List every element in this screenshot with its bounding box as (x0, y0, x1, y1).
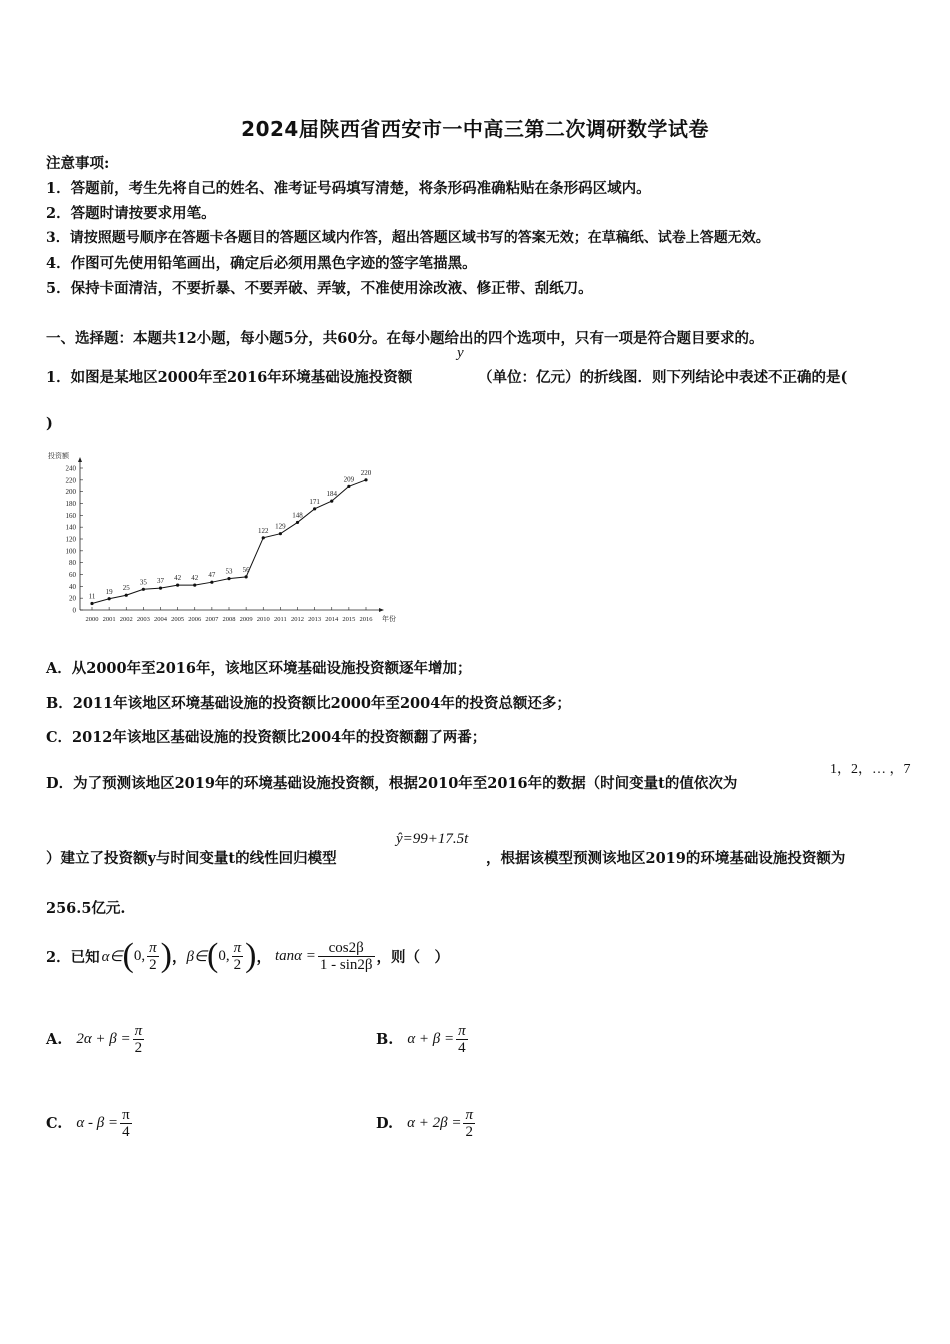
x-tick-label: 2012 (291, 616, 304, 623)
chart-xlabel: 年份 (382, 615, 396, 623)
q1-option-d-cont: ）建立了投资额y与时间变量t的线性回归模型 (46, 850, 337, 867)
y-axis-arrow-icon (78, 457, 82, 462)
q1-regression-model (396, 831, 468, 848)
data-point (245, 575, 248, 578)
q2-stem (46, 930, 449, 982)
q1-stem: 1．如图是某地区2000年至2016年环境基础设施投资额 (46, 369, 413, 386)
q1-var-y: y (457, 345, 464, 361)
data-label: 129 (275, 522, 286, 531)
notice-item: 5．保持卡面清洁，不要折暴、不要弄破、弄皱，不准使用涂改液、修正带、刮纸刀。 (46, 280, 593, 297)
x-tick-label: 2003 (136, 616, 150, 623)
data-label: 53 (225, 567, 233, 576)
y-tick-label: 200 (65, 488, 76, 497)
q1-stem-cont: （单位：亿元）的折线图．则下列结论中表述不正确的是( (478, 369, 848, 386)
x-tick-label: 2004 (154, 616, 167, 623)
y-tick-label: 40 (69, 582, 76, 591)
interval-zero: 0, (218, 947, 230, 964)
data-label: 122 (258, 526, 269, 535)
data-point (90, 602, 93, 605)
x-tick-label: 2006 (188, 616, 202, 623)
q1-option-a: A．从2000年至2016年，该地区环境基础设施投资额逐年增加； (46, 660, 472, 677)
q2-option-c (46, 1100, 134, 1146)
option-label: B. (376, 1030, 394, 1048)
notice-item: 4．作图可先使用铅笔画出，确定后必须用黑色字迹的签字笔描黑。 (46, 255, 477, 272)
y-tick-label: 180 (65, 500, 76, 508)
data-label: 11 (88, 592, 96, 601)
comma: ， (171, 948, 187, 966)
x-tick-label: 2001 (102, 616, 116, 623)
data-label: 37 (157, 577, 164, 586)
option-lhs: 2α + β = (76, 1030, 131, 1047)
notice-heading: 注意事项: (46, 155, 110, 172)
data-point (159, 587, 162, 590)
data-point (193, 584, 196, 587)
data-point (313, 507, 316, 510)
option-label: D. (376, 1114, 394, 1132)
x-tick-label: 2014 (325, 616, 339, 623)
data-label: 42 (191, 574, 199, 583)
data-label: 25 (122, 584, 130, 593)
option-fraction: $\frac{\pi}{4}$ (122, 1106, 130, 1140)
data-point (108, 597, 111, 600)
y-tick-label: 100 (65, 547, 76, 556)
x-tick-label: 2000 (85, 616, 99, 623)
option-label: A. (46, 1030, 63, 1048)
data-label: 56 (242, 565, 250, 574)
q1-time-sequence: 1，2，… ，7 (830, 762, 911, 777)
data-point (279, 532, 282, 535)
x-tick-label: 2008 (222, 616, 236, 623)
y-tick-label: 220 (65, 476, 76, 485)
data-label: 220 (360, 468, 372, 477)
q1-option-b: B．2011年该地区环境基础设施的投资额比2000年至2004年的投资总额还多； (46, 695, 571, 712)
data-label: 47 (208, 571, 216, 580)
y-tick-label: 60 (69, 571, 76, 579)
section-heading: 一、选择题：本题共12小题，每小题5分，共60分。在每小题给出的四个选项中，只有一项是符合题目要求的。 (46, 330, 764, 347)
x-tick-label: 2009 (239, 616, 253, 623)
x-tick-label: 2011 (273, 616, 287, 623)
notice-item: 2．答题时请按要求用笔。 (46, 205, 216, 222)
notice-item: 3．请按照题号顺序在答题卡各题目的答题区域内作答，超出答题区域书写的答案无效；在草稿纸、试卷上答题无效。 (46, 230, 770, 246)
comma: ， (256, 948, 271, 966)
y-tick-label: 160 (65, 511, 76, 520)
q2-option-a (46, 1016, 146, 1062)
investment-line-chart (44, 446, 404, 628)
pi-over-2: $\frac{\pi}{2}$ (149, 939, 157, 973)
data-label: 171 (309, 497, 320, 506)
data-point (176, 584, 179, 587)
q1-stem-close: ) (46, 415, 53, 432)
data-label: 148 (292, 511, 303, 520)
data-point (296, 521, 299, 524)
data-point (262, 536, 265, 539)
tan-fraction: $\frac{\cos 2\beta}{1 - \sin 2\beta}$ (319, 939, 373, 973)
y-tick-label: 120 (65, 535, 76, 544)
q2-option-b (376, 1016, 470, 1062)
data-point (125, 594, 128, 597)
q2-option-d (376, 1100, 477, 1146)
option-lhs: α + 2β = (407, 1114, 462, 1131)
option-fraction: $\frac{\pi}{4}$ (458, 1022, 466, 1056)
data-label: 42 (174, 574, 182, 583)
left-paren-icon: ( (122, 937, 134, 974)
y-tick-label: 20 (69, 594, 76, 603)
right-paren-icon: ) (160, 937, 172, 974)
option-label: C. (46, 1114, 63, 1132)
x-axis-arrow-icon (379, 608, 384, 612)
data-point (347, 485, 350, 488)
data-point (364, 478, 367, 481)
x-tick-label: 2005 (171, 616, 185, 623)
right-paren-icon: ) (245, 937, 257, 974)
q2-prefix: 2．已知 (46, 948, 100, 966)
y-tick-label: 0 (72, 606, 76, 615)
q1-option-d-answer: 256.5亿元. (46, 900, 126, 917)
beta-in: β∈ (186, 948, 208, 965)
alpha-in: α∈ (101, 948, 123, 965)
y-tick-label: 240 (65, 464, 76, 473)
data-point (227, 577, 230, 580)
notice-item: 1．答题前，考生先将自己的姓名、准考证号码填写清楚，将条形码准确粘贴在条形码区域内。 (46, 180, 651, 197)
y-hat: ŷ (396, 831, 403, 847)
x-tick-label: 2007 (205, 616, 219, 623)
pi-over-2: $\frac{\pi}{2}$ (233, 939, 242, 973)
x-tick-label: 2002 (119, 616, 133, 623)
y-tick-label: 140 (65, 523, 76, 532)
q2-suffix: ，则（ ） (376, 948, 449, 966)
q1-option-c: C．2012年该地区基础设施的投资额比2004年的投资额翻了两番； (46, 729, 487, 746)
model-rhs: =99+17.5t (402, 831, 469, 847)
x-tick-label: 2016 (359, 616, 373, 623)
x-tick-label: 2010 (256, 616, 270, 623)
series-line (92, 480, 366, 604)
chart-ylabel: 投资额 (48, 452, 69, 460)
option-lhs: α + β = (407, 1030, 455, 1047)
q1-option-d-cont2: ，根据该模型预测该地区2019的环境基础设施投资额为 (486, 850, 846, 867)
option-fraction: $\frac{\pi}{2}$ (134, 1022, 143, 1056)
interval-zero: 0, (133, 947, 146, 964)
data-label: 19 (105, 587, 113, 596)
x-tick-label: 2013 (308, 616, 322, 623)
y-tick-label: 80 (69, 559, 76, 568)
data-label: 184 (326, 490, 337, 499)
q1-option-d: D．为了预测该地区2019年的环境基础设施投资额，根据2010年至2016年的数据（时间变量t的值依次为 (46, 775, 738, 792)
data-point (210, 581, 213, 584)
left-paren-icon: ( (207, 937, 219, 974)
x-tick-label: 2015 (342, 616, 356, 623)
option-lhs: α - β = (76, 1114, 119, 1131)
data-label: 209 (343, 475, 355, 484)
data-label: 35 (139, 578, 147, 587)
tan-lhs: tanα = (274, 947, 316, 964)
data-point (330, 500, 333, 503)
data-point (142, 588, 145, 591)
page-title: 2024届陕西省西安市一中高三第二次调研数学试卷 (241, 117, 709, 141)
option-fraction: $\frac{\pi}{2}$ (465, 1106, 473, 1140)
